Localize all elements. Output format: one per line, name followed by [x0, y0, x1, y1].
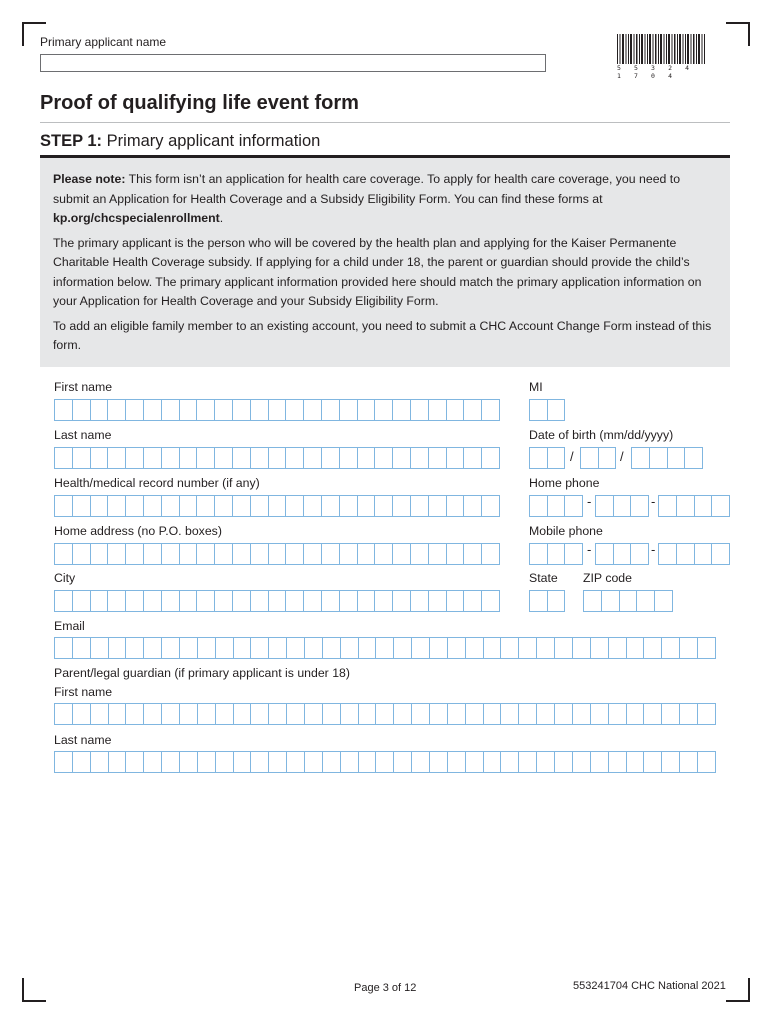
zip-input[interactable] [583, 590, 673, 612]
note-lead: Please note: [53, 172, 126, 186]
form-id: 553241704 CHC National 2021 [573, 980, 726, 992]
record-number-input[interactable] [54, 495, 500, 517]
guardian-first-name-label: First name [54, 685, 113, 699]
state-label: State [529, 571, 558, 585]
email-label: Email [54, 619, 85, 633]
note-paragraph-3: To add an eligible family member to an existing account, you need to submit a CHC Account Change Form instead of this form. [53, 318, 712, 352]
enrollment-link[interactable]: kp.org/chcspecialenrollment [53, 211, 220, 225]
primary-applicant-name-label: Primary applicant name [40, 35, 167, 49]
barcode-number: 5 5 3 2 4 1 7 0 4 [617, 64, 694, 80]
dob-month-input[interactable] [529, 447, 565, 469]
city-label: City [54, 571, 76, 585]
note-period: . [219, 211, 224, 225]
note-text: This form isn’t an application for health care coverage. To apply for health care coverage, you need to submit an Application for Health Coverage and a Subsidy Eligibility Form. You can find these forms at [53, 172, 681, 206]
crop-mark-bottom-left [22, 978, 46, 1002]
page-title: Proof of qualifying life event form [40, 92, 359, 114]
home-phone-dash-1: - [587, 494, 592, 509]
mobile-phone-line-input[interactable] [658, 543, 730, 565]
mobile-phone-prefix-input[interactable] [595, 543, 649, 565]
first-name-input[interactable] [54, 399, 500, 421]
dob-slash-1: / [570, 449, 574, 464]
note-paragraph-2: The primary applicant is the person who will be covered by the health plan and applying for the Kaiser Permanente Charitable Health Coverage subsidy. If applying for a child under 18, the parent or guardian should provide the child’s information below. The primary applicant information provided here should match the primary application information on your Application for Health Coverage and your Subsidy Eligibility Form. [53, 235, 702, 308]
mobile-phone-dash-2: - [651, 542, 656, 557]
record-number-label: Health/medical record number (if any) [54, 476, 260, 490]
dob-year-input[interactable] [631, 447, 703, 469]
city-input[interactable] [54, 590, 500, 612]
home-phone-prefix-input[interactable] [595, 495, 649, 517]
home-address-input[interactable] [54, 543, 500, 565]
divider [40, 122, 730, 123]
dob-day-input[interactable] [580, 447, 616, 469]
home-phone-label: Home phone [529, 476, 600, 490]
mobile-phone-label: Mobile phone [529, 524, 603, 538]
guardian-first-name-input[interactable] [54, 703, 716, 725]
home-address-label: Home address (no P.O. boxes) [54, 524, 222, 538]
zip-label: ZIP code [583, 571, 632, 585]
state-input[interactable] [529, 590, 565, 612]
last-name-label: Last name [54, 428, 112, 442]
barcode [617, 34, 705, 64]
guardian-last-name-label: Last name [54, 733, 112, 747]
step-number: STEP 1: [40, 132, 103, 150]
home-phone-area-input[interactable] [529, 495, 583, 517]
crop-mark-bottom-right [726, 978, 750, 1002]
last-name-input[interactable] [54, 447, 500, 469]
step-title: Primary applicant information [106, 132, 321, 150]
step-heading [40, 132, 320, 151]
home-phone-dash-2: - [651, 494, 656, 509]
guardian-last-name-input[interactable] [54, 751, 716, 773]
mi-input[interactable] [529, 399, 565, 421]
mi-label: MI [529, 380, 543, 394]
note-panel [40, 158, 730, 367]
crop-mark-top-right [726, 22, 750, 46]
email-input[interactable] [54, 637, 716, 659]
mobile-phone-dash-1: - [587, 542, 592, 557]
guardian-heading: Parent/legal guardian (if primary applicant is under 18) [54, 666, 350, 680]
first-name-label: First name [54, 380, 113, 394]
note-paragraph-1 [53, 170, 718, 229]
dob-label: Date of birth (mm/dd/yyyy) [529, 428, 674, 442]
dob-slash-2: / [620, 449, 624, 464]
home-phone-line-input[interactable] [658, 495, 730, 517]
page-number: Page 3 of 12 [354, 982, 417, 994]
primary-applicant-name-field[interactable] [40, 54, 546, 72]
mobile-phone-area-input[interactable] [529, 543, 583, 565]
